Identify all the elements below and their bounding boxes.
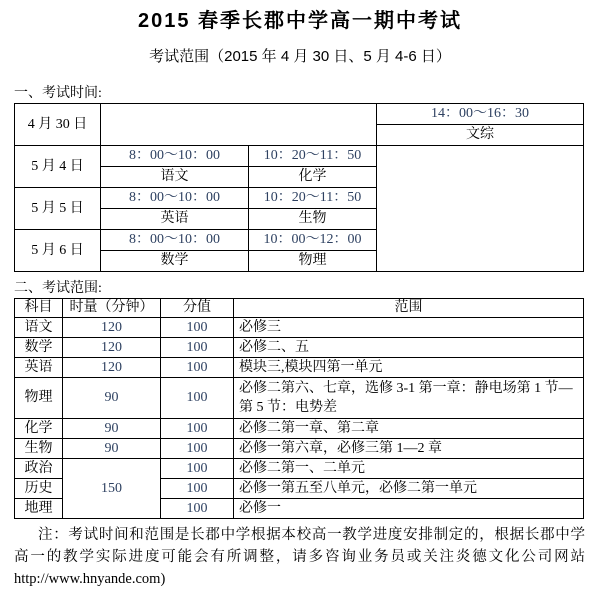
exam-schedule-table: [14, 103, 584, 272]
scope-subject-cell: 英语: [15, 358, 63, 378]
section-exam-times-label: 一、考试时间:: [14, 86, 102, 101]
scope-header-row: [15, 299, 584, 318]
schedule-subject-cell: 物理: [249, 251, 377, 272]
scope-score-cell: 100: [161, 318, 234, 338]
schedule-time-cell: 8：00～10：00: [101, 146, 249, 167]
scope-subject-cell: 语文: [15, 318, 63, 338]
schedule-time-cell: 10：20～11：50: [249, 146, 377, 167]
scope-subject-cell: 地理: [15, 499, 63, 519]
scope-row-politics: [15, 459, 584, 479]
schedule-blank-merged-cell: [101, 104, 377, 146]
scope-row-biology: [15, 439, 584, 459]
scope-row-math: [15, 338, 584, 358]
section-exam-scope-label: 二、考试范围:: [14, 281, 102, 296]
exam-scope-table: [14, 298, 584, 519]
scope-score-cell: 100: [161, 499, 234, 519]
scope-range-cell: 必修二第一、二单元: [234, 459, 584, 479]
scope-subject-cell: 历史: [15, 479, 63, 499]
scope-header-duration: 时量（分钟）: [63, 299, 161, 318]
scope-row-physics: [15, 378, 584, 419]
scope-subject-cell: 政治: [15, 459, 63, 479]
scope-range-cell: 必修一: [234, 499, 584, 519]
scope-header-range: 范围: [234, 299, 584, 318]
footer-note: [14, 524, 585, 590]
scope-row-chemistry: [15, 419, 584, 439]
schedule-time-cell: 8：00～10：00: [101, 188, 249, 209]
scope-score-cell: 100: [161, 338, 234, 358]
footer-note-url: http://www.hnyande.com): [14, 571, 166, 587]
scope-range-cell: 必修一第六章，必修三第 1—2 章: [234, 439, 584, 459]
scope-subject-cell: 生物: [15, 439, 63, 459]
scope-duration-merged-cell: 150: [63, 459, 161, 519]
schedule-time-cell: 10：20～11：50: [249, 188, 377, 209]
schedule-subject-cell: 英语: [101, 209, 249, 230]
footer-note-line1: 注：考试时间和范围是长郡中学根据本校高一教学进度安排制定的，根据长郡中学: [38, 527, 585, 543]
schedule-date-cell: 4 月 30 日: [15, 104, 101, 146]
scope-score-cell: 100: [161, 378, 234, 419]
scope-duration-cell: 120: [63, 338, 161, 358]
scope-score-cell: 100: [161, 419, 234, 439]
scope-duration-cell: 120: [63, 318, 161, 338]
scope-range-cell: 必修一第五至八单元，必修二第一单元: [234, 479, 584, 499]
scope-duration-cell: 90: [63, 439, 161, 459]
scope-header-score: 分值: [161, 299, 234, 318]
scope-range-cell: 必修二第六、七章，选修 3-1 第一章：静电场第 1 节—第 5 节：电势差: [234, 378, 584, 419]
schedule-subject-cell: 语文: [101, 167, 249, 188]
scope-score-cell: 100: [161, 358, 234, 378]
schedule-subject-cell: 化学: [249, 167, 377, 188]
schedule-date-cell: 5 月 5 日: [15, 188, 101, 230]
schedule-time-cell: 14：00～16：30: [377, 104, 584, 125]
scope-range-cell: 必修三: [234, 318, 584, 338]
scope-subject-cell: 物理: [15, 378, 63, 419]
scope-subject-cell: 化学: [15, 419, 63, 439]
scope-duration-cell: 90: [63, 378, 161, 419]
scope-range-cell: 必修二第一章、第二章: [234, 419, 584, 439]
scope-range-cell: 模块三,模块四第一单元: [234, 358, 584, 378]
schedule-right-blank-cell: [377, 146, 584, 272]
scope-row-chinese: [15, 318, 584, 338]
schedule-time-cell: 10：00～12：00: [249, 230, 377, 251]
page-subtitle: 考试范围（2015 年 4 月 30 日、5 月 4-6 日）: [149, 48, 451, 65]
scope-header-subject: 科目: [15, 299, 63, 318]
schedule-subject-cell: 生物: [249, 209, 377, 230]
scope-duration-cell: 120: [63, 358, 161, 378]
page-title: 2015 春季长郡中学高一期中考试: [137, 10, 463, 32]
scope-row-english: [15, 358, 584, 378]
schedule-row-apr30: [15, 104, 584, 125]
scope-subject-cell: 数学: [15, 338, 63, 358]
schedule-date-cell: 5 月 6 日: [15, 230, 101, 272]
scope-score-cell: 100: [161, 479, 234, 499]
scope-duration-cell: 90: [63, 419, 161, 439]
schedule-date-cell: 5 月 4 日: [15, 146, 101, 188]
schedule-row-may4-times: [15, 146, 584, 167]
schedule-subject-cell: 文综: [377, 125, 584, 146]
scope-range-cell: 必修二、五: [234, 338, 584, 358]
scope-score-cell: 100: [161, 459, 234, 479]
schedule-subject-cell: 数学: [101, 251, 249, 272]
footer-note-line2: 高一的教学实际进度可能会有所调整，请多咨询业务员或关注炎德文化公司网站: [14, 549, 585, 565]
scope-score-cell: 100: [161, 439, 234, 459]
schedule-time-cell: 8：00～10：00: [101, 230, 249, 251]
